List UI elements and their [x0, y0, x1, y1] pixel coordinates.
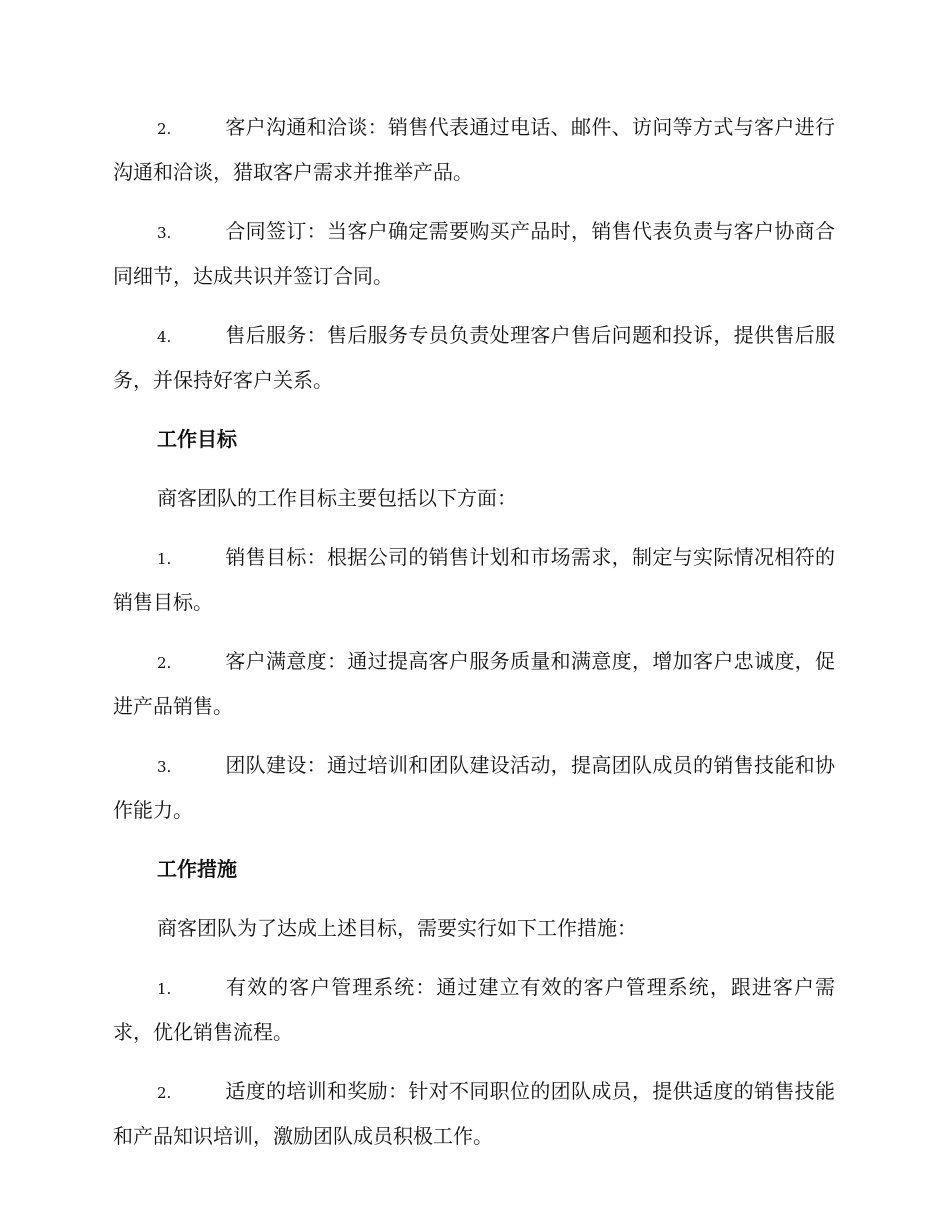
list-text: 有效的客户管理系统：通过建立有效的客户管理系统，跟进客户需求，优化销售流程。 [113, 975, 835, 1044]
list-number: 1. [157, 980, 172, 998]
list-item [113, 314, 835, 402]
list-item [113, 966, 835, 1054]
list-number: 3. [157, 224, 172, 242]
list-text: 适度的培训和奖励：针对不同职位的团队成员，提供适度的销售技能和产品知识培训，激励团队成员积极工作。 [113, 1079, 835, 1148]
section-heading-work-measures: 工作措施 [157, 857, 237, 881]
list-text: 销售目标：根据公司的销售计划和市场需求，制定与实际情况相符的销售目标。 [113, 545, 835, 614]
section-intro: 商客团队的工作目标主要包括以下方面： [157, 486, 517, 510]
list-number: 2. [157, 654, 172, 672]
list-text: 售后服务：售后服务专员负责处理客户售后问题和投诉，提供售后服务，并保持好客户关系。 [113, 323, 835, 392]
list-item [113, 106, 835, 194]
document-body [113, 106, 835, 1174]
section-heading-work-goals: 工作目标 [157, 427, 237, 451]
list-number: 1. [157, 550, 172, 568]
list-item [113, 1070, 835, 1158]
list-text: 合同签订：当客户确定需要购买产品时，销售代表负责与客户协商合同细节，达成共识并签订合同。 [113, 219, 835, 288]
section-intro: 商客团队为了达成上述目标，需要实行如下工作措施： [157, 916, 637, 940]
list-item [113, 536, 835, 624]
list-number: 2. [157, 1084, 172, 1102]
list-item [113, 640, 835, 728]
list-number: 2. [157, 120, 172, 138]
list-item [113, 210, 835, 298]
list-text: 客户沟通和洽谈：销售代表通过电话、邮件、访问等方式与客户进行沟通和洽谈，猎取客户需求并推举产品。 [113, 115, 835, 184]
list-text: 团队建设：通过培训和团队建设活动，提高团队成员的销售技能和协作能力。 [113, 753, 835, 822]
list-number: 3. [157, 758, 172, 776]
list-number: 4. [157, 328, 172, 346]
list-item [113, 744, 835, 832]
list-text: 客户满意度：通过提高客户服务质量和满意度，增加客户忠诚度，促进产品销售。 [113, 649, 835, 718]
